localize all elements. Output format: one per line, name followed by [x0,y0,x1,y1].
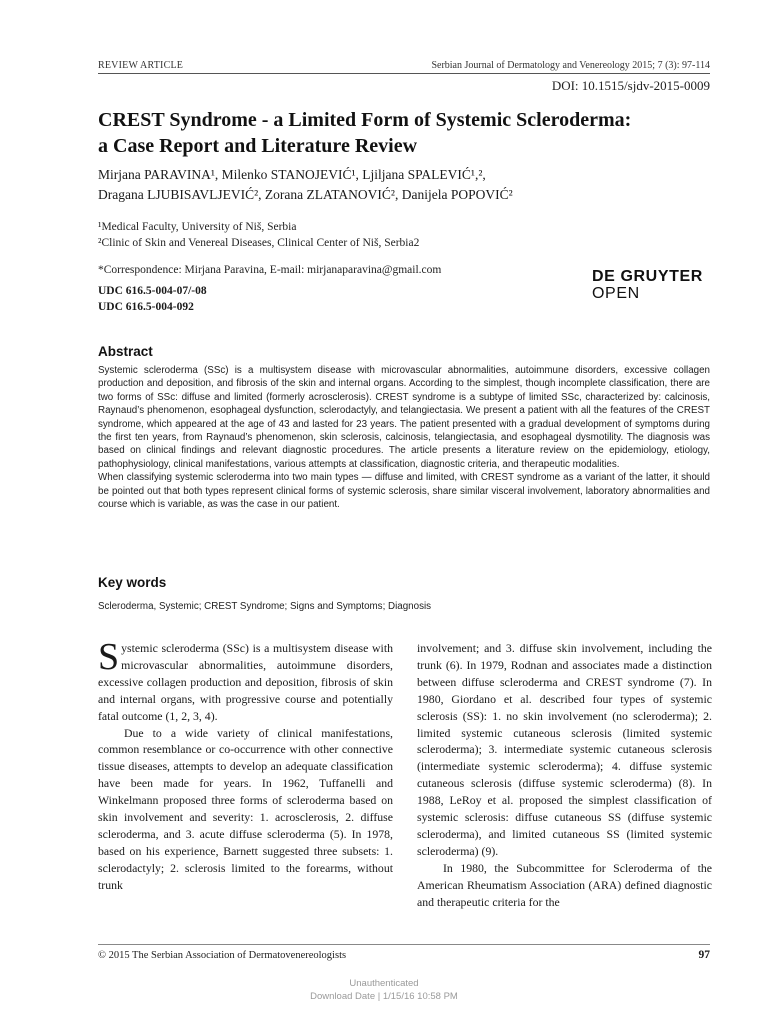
header-divider [98,73,710,74]
article-title [98,107,718,159]
article-type-label: REVIEW ARTICLE [98,60,184,71]
udc-codes [98,283,207,315]
body-paragraph-3: involvement; and 3. diffuse skin involvement, including the trunk (6). In 1979, Rodnan and associates made a distinction between diffuse scleroderma and CREST syndrome (7). In 1980, Giordano et al. described four types of systemic sclerosis (SS): 1. no skin involvement (no scleroderma); 2. limited systemic cutaneous sclerosis (limited systemic scleroderma); 3. intermediate systemic cutaneous sclerosis (intermediate systemic scleroderma); 4. diffuse systemic cutaneous sclerosis (diffuse systemic scleroderma) (8). In 1988, LeRoy et al. proposed the simplest classification of systemic sclerosis: diffuse cutaneous SS (diffuse systemic scleroderma), and limited cutaneous SS (limited systemic scleroderma) (9). [417,641,712,858]
body-column-right [417,640,712,911]
keywords-list: Scleroderma, Systemic; CREST Syndrome; Signs and Symptoms; Diagnosis [98,601,432,612]
correspondence: *Correspondence: Mirjana Paravina, E-mail: mirjanaparavina@gmail.com [98,264,442,276]
publisher-logo-line-1: DE GRUYTER [592,268,703,285]
copyright-notice: © 2015 The Serbian Association of Dermatovenereologists [98,950,347,961]
affiliation-1: ¹Medical Faculty, University of Niš, Serbia [98,221,297,233]
abstract-body [98,364,710,511]
body-paragraph-1-text: ystemic scleroderma (SSc) is a multisystem disease with microvascular abnormalities, autoimmune disorders, excessive collagen production and deposition, fibrosis of skin and internal organs, with progressive course and potentially fatal outcome (1, 2, 3, 4). [98,641,393,723]
keywords-heading: Key words [98,575,167,590]
affiliation-2: ²Clinic of Skin and Venereal Diseases, Clinical Center of Niš, Serbia2 [98,237,420,249]
author-list [98,165,718,205]
author-line-2: Dragana LJUBISAVLJEVIĆ², Zorana ZLATANOVIĆ², Danijela POPOVIĆ² [98,187,513,202]
footer-divider [98,944,710,945]
abstract-paragraph-1: Systemic scleroderma (SSc) is a multisystem disease with microvascular abnormalities, autoimmune disorders, excessive collagen production and deposition, and fibrosis of the skin and internal organs. According to the simplest, though incomplete classification, there are two forms of SSc: diffuse and limited (formerly acrosclerosis). CREST syndrome is a subtype of limited SSc, characterized by: calcinosis, Raynaud’s phenomenon, esophageal dysfunction, sclerodactyly, and telangiectasia. We present a patient with all the features of the CREST syndrome, which appeared at the age of 43 and lasted for 23 years. The patient presented with a gradual development of symptoms during the first ten years, from Raynaud’s phenomenon, skin sclerosis, calcinosis, telangiectasia, and esophageal dysmotility. The diagnosis was based on clinical findings and relevant diagnostic procedures. The article presents a literature review on the epidemiology, etiology, pathophysiology, clinical manifestations, various attempts at classification, diagnostic criteria, and therapeutic modalities. [98,365,710,470]
udc-code-2: UDC 616.5-004-092 [98,301,194,313]
publisher-logo [592,268,703,302]
body-paragraph-2: Due to a wide variety of clinical manifestations, common resemblance or co-occurrence with other connective tissue diseases, attempts to develop an adequate classification have been made for years. In 1962, Tuffanelli and Winkelmann proposed three forms of scleroderma based on skin involvement and severity: 1. acrosclerosis, 2. diffuse scleroderma, and 3. acute diffuse scleroderma (5). In 1978, based on his experience, Barnett suggested three subsets: 1. sclerodactyly; 2. sclerosis limited to the forearms, without trunk [98,725,393,892]
body-paragraph-4: In 1980, the Subcommittee for Scleroderma of the American Rheumatism Association (ARA) defined diagnostic and therapeutic criteria for the [417,860,712,909]
udc-code-1: UDC 616.5-004-07/-08 [98,285,207,297]
author-line-1: Mirjana PARAVINA¹, Milenko STANOJEVIĆ¹, Ljiljana SPALEVIĆ¹,², [98,167,486,182]
publisher-logo-line-2: OPEN [592,285,640,302]
body-column-left [98,636,393,894]
page-number: 97 [698,949,710,961]
article-title-line-2: a Case Report and Literature Review [98,135,418,157]
abstract-paragraph-2: When classifying systemic scleroderma into two main types — diffuse and limited, with CREST syndrome as a variant of the latter, it should be pointed out that both types represent clinical forms of systemic sclerosis, share similar visceral involvement, laboratory abnormalities and course which is variable, as was the case in our patient. [98,472,710,511]
body-paragraph-1 [98,636,393,725]
watermark-line-1: Unauthenticated [349,978,419,989]
journal-citation: Serbian Journal of Dermatology and Venereology 2015; 7 (3): 97-114 [431,60,710,71]
doi-link[interactable]: DOI: 10.1515/sjdv-2015-0009 [551,78,710,93]
drop-cap: S [98,636,120,678]
article-title-line-1: CREST Syndrome - a Limited Form of Systemic Scleroderma: [98,109,632,131]
watermark-line-2: Download Date | 1/15/16 10:58 PM [310,991,458,1002]
abstract-heading: Abstract [98,344,153,359]
